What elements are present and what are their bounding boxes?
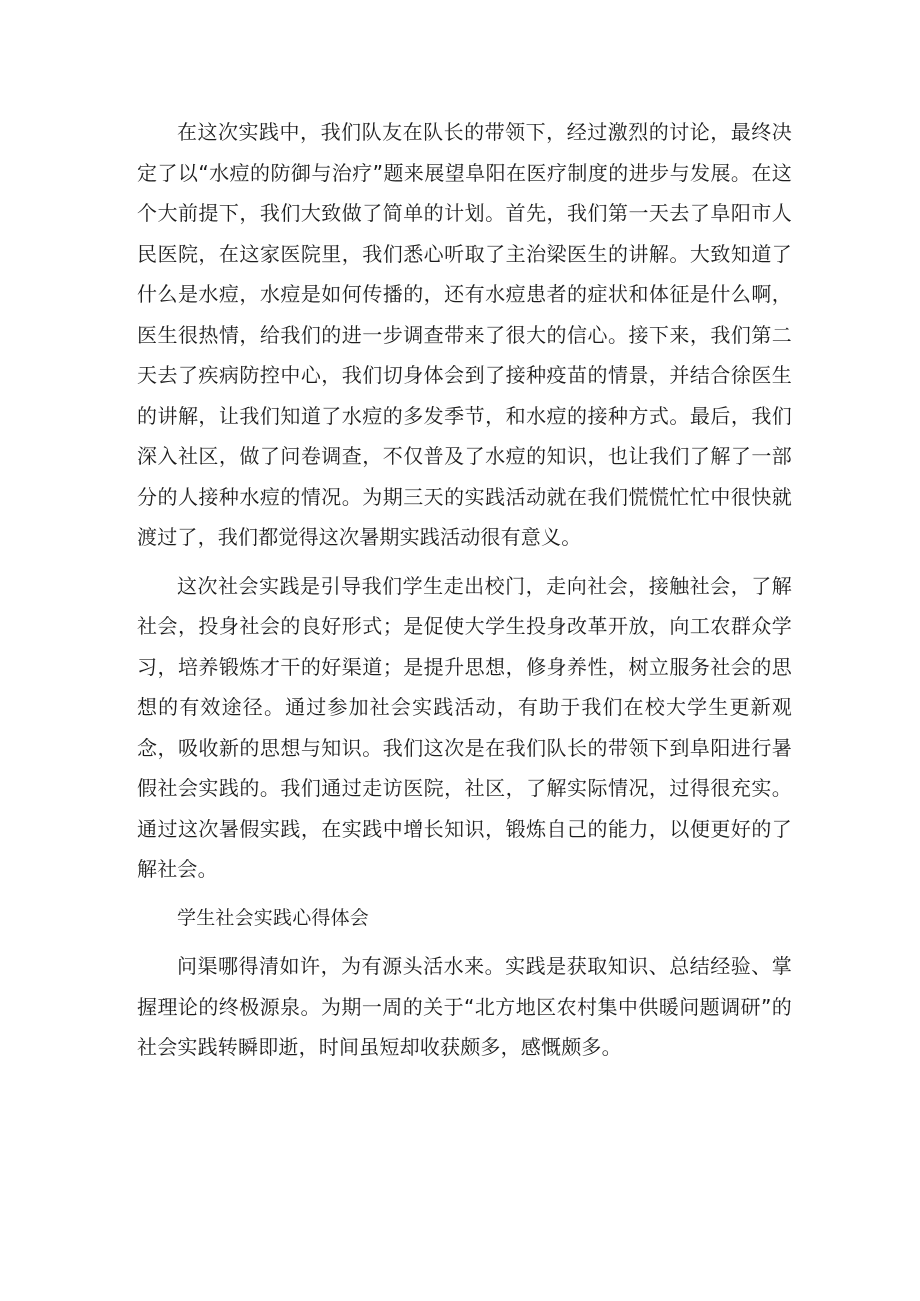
paragraph-heating-research-intro: 问渠哪得清如许，为有源头活水来。实践是获取知识、总结经验、掌握理论的终极源泉。为期一周的关于“北方地区农村集中供暖问题调研”的社会实践转瞬即逝，时间虽短却收获颇多，感慨颇多。: [137, 954, 792, 1059]
section-heading: 学生社会实践心得体会: [177, 906, 370, 929]
paragraph-practice-significance: 这次社会实践是引导我们学生走出校门，走向社会，接触社会，了解社会，投身社会的良好形式；是促使大学生投身改革开放，向工农群众学习，培养锻炼才干的好渠道；是提升思想，修身养性，树立服务社会的思想的有效途径。通过参加社会实践活动，有助于我们在校大学生更新观念，吸收新的思想与知识。我们这次是在我们队长的带领下到阜阳进行暑假社会实践的。我们通过走访医院，社区，了解实际情况，过得很充实。通过这次暑假实践，在实践中增长知识，锻炼自己的能力，以便更好的了解社会。: [137, 573, 792, 881]
paragraph-practice-summary: 在这次实践中，我们队友在队长的带领下，经过激烈的讨论，最终决定了以“水痘的防御与治疗”题来展望阜阳在医疗制度的进步与发展。在这个大前提下，我们大致做了简单的计划。首先，我们第一天去了阜阳市人民医院，在这家医院里，我们悉心听取了主治梁医生的讲解。大致知道了什么是水痘，水痘是如何传播的，还有水痘患者的症状和体征是什么啊，医生很热情，给我们的进一步调查带来了很大的信心。接下来，我们第二天去了疾病防控中心，我们切身体会到了接种疫苗的情景，并结合徐医生的讲解，让我们知道了水痘的多发季节，和水痘的接种方式。最后，我们深入社区，做了问卷调查，不仅普及了水痘的知识，也让我们了解了一部分的人接种水痘的情况。为期三天的实践活动就在我们慌慌忙忙中很快就渡过了，我们都觉得这次暑期实践活动很有意义。: [137, 120, 792, 549]
